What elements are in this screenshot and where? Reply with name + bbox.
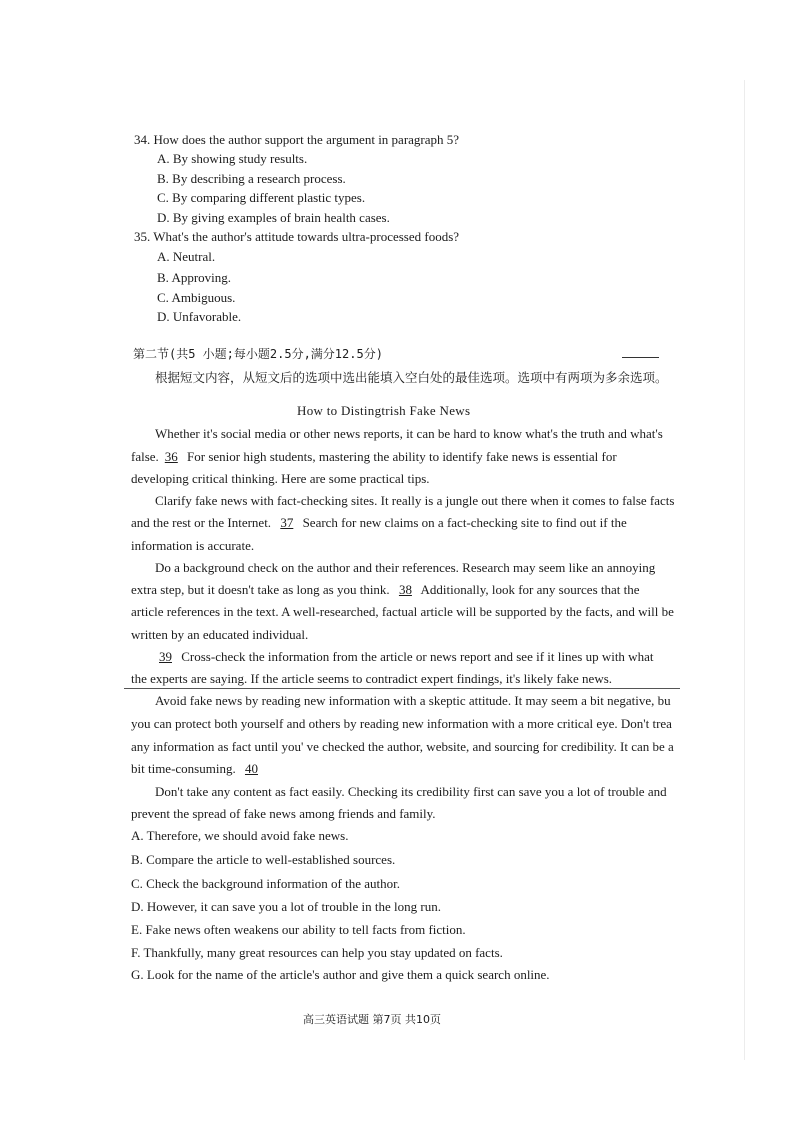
- page-footer: 高三英语试题 第7页 共10页: [303, 1013, 441, 1026]
- choice-a: A. Therefore, we should avoid fake news.: [131, 828, 349, 843]
- choice-f: F. Thankfully, many great resources can help you stay updated on facts.: [131, 945, 503, 960]
- p5-line3: any information as fact until you' ve checked the author, website, and sourcing for credibility. It can be a: [131, 739, 674, 754]
- p3-line2-end: Additionally, look for any sources that the: [420, 582, 640, 597]
- q34-option-a: A. By showing study results.: [157, 151, 308, 166]
- p4-line1-end: Cross-check the information from the article or news report and see if it lines up with what: [181, 649, 654, 664]
- section-heading: 第二节(共5 小题;每小题2.5分,满分12.5分): [133, 347, 383, 361]
- p3-line4: written by an educated individual.: [131, 627, 309, 642]
- p4-line1: [153, 648, 653, 665]
- heading-rule: [622, 357, 659, 358]
- blank-36: 36: [164, 449, 178, 464]
- p1-line1: Whether it's social media or other news reports, it can be hard to know what's the truth and what's: [155, 426, 663, 441]
- choice-g: G. Look for the name of the article's author and give them a quick search online.: [131, 967, 550, 982]
- p5-line4-start: bit time-consuming.: [131, 761, 236, 776]
- question-34-stem: 34. How does the author support the argument in paragraph 5?: [134, 132, 460, 147]
- blank-40: 40: [244, 761, 258, 776]
- question-35-stem: 35. What's the author's attitude towards ultra-processed foods?: [134, 229, 460, 244]
- choice-c: C. Check the background information of the author.: [131, 876, 400, 891]
- p1-line2-end: For senior high students, mastering the ability to identify fake news is essential for: [187, 449, 617, 464]
- p3-line1: Do a background check on the author and their references. Research may seem like an annoying: [155, 560, 656, 575]
- blank-38: 38: [398, 582, 412, 597]
- blank-37: 37: [280, 515, 294, 530]
- p5-line1: Avoid fake news by reading new information with a skeptic attitude. It may seem a bit negative, bu: [155, 693, 671, 708]
- scan-line: [124, 688, 680, 689]
- choice-e: E. Fake news often weakens our ability to tell facts from fiction.: [131, 922, 466, 937]
- choice-d: D. However, it can save you a lot of trouble in the long run.: [131, 899, 441, 914]
- p2-line2-end: Search for new claims on a fact-checking site to find out if the: [302, 515, 627, 530]
- section-instruction: 根据短文内容，从短文后的选项中选出能填入空白处的最佳选项。选项中有两项为多余选项。: [155, 370, 668, 385]
- blank-39: 39: [159, 649, 172, 664]
- p5-line4: [131, 760, 264, 777]
- p3-line3: article references in the text. A well-researched, factual article will be supported by the facts, and will be: [131, 604, 674, 619]
- p2-line3: information is accurate.: [131, 538, 255, 553]
- p1-line2: [131, 448, 617, 465]
- scan-edge: [744, 80, 745, 1060]
- q35-option-a: A. Neutral.: [157, 249, 216, 264]
- q34-option-c: C. By comparing different plastic types.: [157, 190, 366, 205]
- p5-line2: you can protect both yourself and others by reading new information with a more critical eye. Don't trea: [131, 716, 672, 731]
- p1-line3: developing critical thinking. Here are some practical tips.: [131, 471, 430, 486]
- p3-line2: [131, 581, 640, 598]
- q34-option-d: D. By giving examples of brain health cases.: [157, 210, 390, 225]
- q35-option-c: C. Ambiguous.: [157, 290, 236, 305]
- p2-line1: Clarify fake news with fact-checking sites. It really is a jungle out there when it comes to false facts: [155, 493, 675, 508]
- passage-title: How to Distingtrish Fake News: [297, 403, 471, 418]
- p4-line2: the experts are saying. If the article seems to contradict expert findings, it's likely fake news.: [131, 671, 613, 686]
- p2-line2: [131, 514, 627, 531]
- q34-option-b: B. By describing a research process.: [157, 171, 346, 186]
- p1-line2-start: false.: [131, 449, 159, 464]
- q35-option-b: B. Approving.: [157, 270, 232, 285]
- choice-b: B. Compare the article to well-established sources.: [131, 852, 396, 867]
- p6-line1: Don't take any content as fact easily. Checking its credibility first can save you a lot of trouble and: [155, 784, 667, 799]
- p3-line2-start: extra step, but it doesn't take as long as you think.: [131, 582, 390, 597]
- p2-line2-start: and the rest or the Internet.: [131, 515, 272, 530]
- p6-line2: prevent the spread of fake news among friends and family.: [131, 806, 436, 821]
- q35-option-d: D. Unfavorable.: [157, 309, 242, 324]
